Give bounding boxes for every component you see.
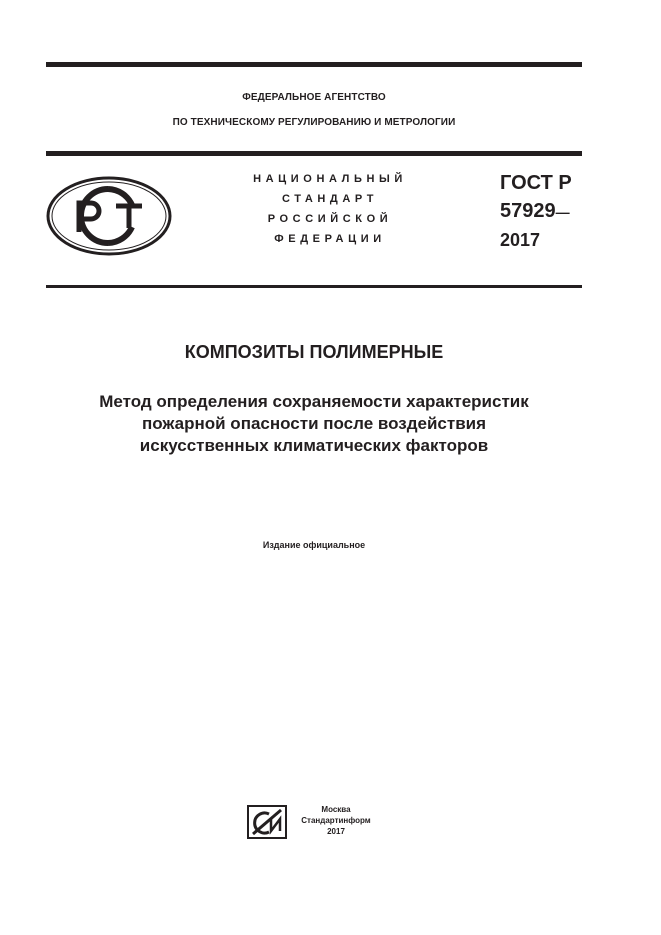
document-title: КОМПОЗИТЫ ПОЛИМЕРНЫЕ [184,342,444,362]
publisher-year: 2017 [327,827,345,836]
rst-certification-emblem-icon [46,176,172,256]
publisher-name: Стандартинформ [301,816,371,825]
standard-line-russian: РОССИЙСКОЙ [267,213,393,225]
publisher-block [296,804,376,837]
gost-code-dash: — [555,204,570,220]
document-subtitle [46,391,582,457]
subtitle-line-2: пожарной опасности после воздействия [141,414,487,433]
gost-code-year: 2017 [500,230,541,250]
edition-label: Издание официальное [262,540,366,550]
standard-line-national: НАЦИОНАЛЬНЫЙ [253,173,407,185]
standartinform-logo-icon [247,805,287,839]
subtitle-line-1: Метод определения сохраняемости характеристик [99,392,529,411]
standard-line-federation: ФЕДЕРАЦИИ [274,233,386,245]
agency-name-line-1: ФЕДЕРАЛЬНОЕ АГЕНТСТВО [242,92,386,103]
gost-code-prefix: ГОСТ Р [500,172,572,194]
gost-code-number: 57929 [500,200,556,222]
gost-code-number-line [500,201,570,222]
publisher-city: Москва [321,805,351,814]
bottom-rule [46,285,582,288]
middle-rule [46,151,582,156]
top-rule [46,62,582,67]
standard-line-standard: СТАНДАРТ [281,193,379,205]
subtitle-line-3: искусственных климатических факторов [139,436,489,455]
agency-name-line-2: ПО ТЕХНИЧЕСКОМУ РЕГУЛИРОВАНИЮ И МЕТРОЛОГИИ [172,117,456,128]
